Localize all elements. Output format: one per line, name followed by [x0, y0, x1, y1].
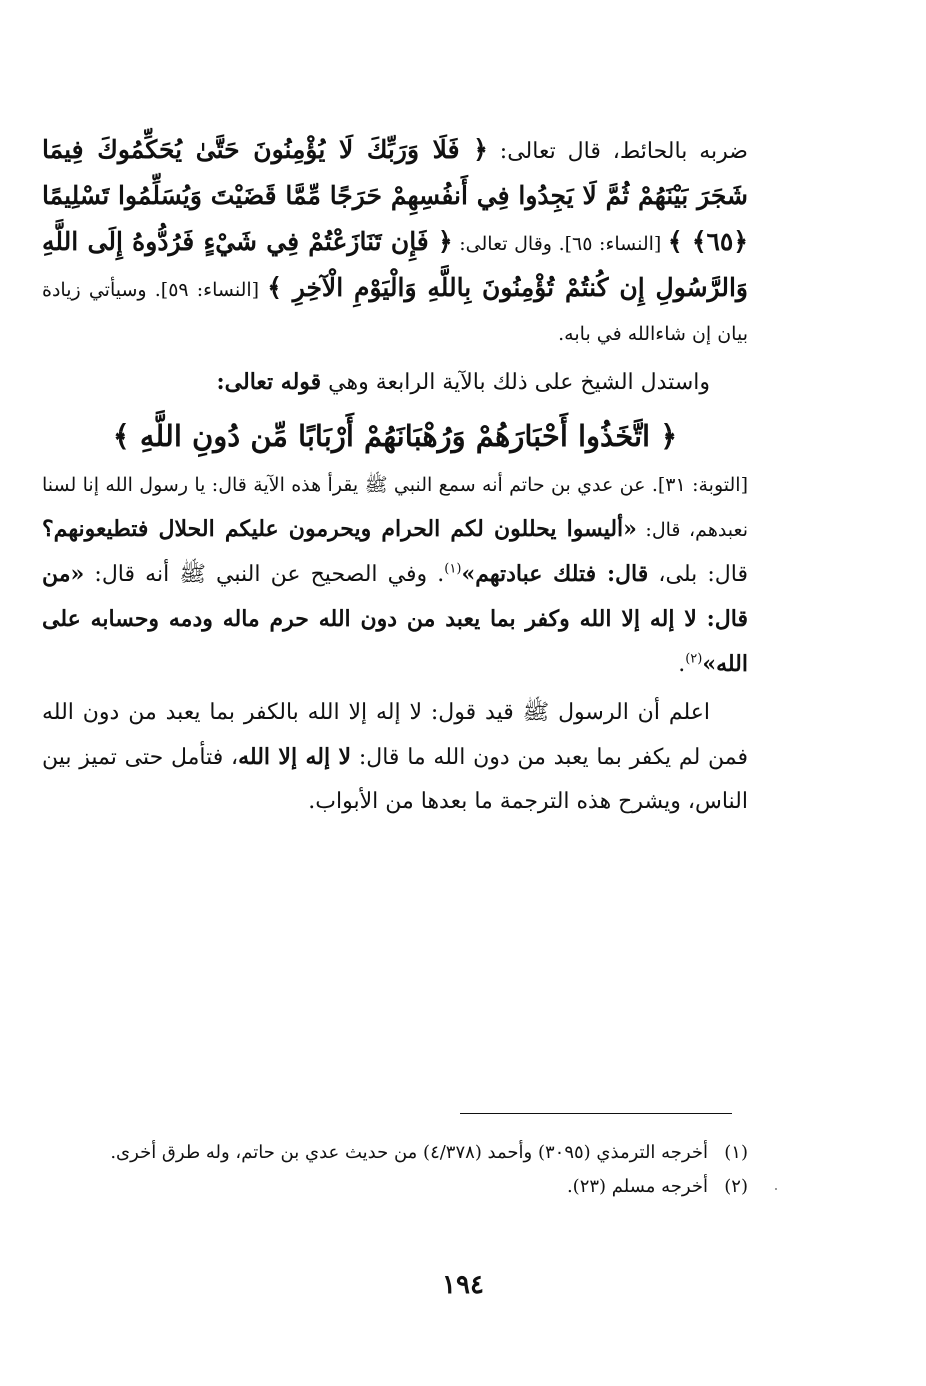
footnote-marker[interactable]: (١)	[444, 561, 462, 577]
text: واستدل الشيخ على ذلك بالآية الرابعة وهي	[321, 370, 710, 395]
hadith-quote: قال: فتلك عبادتهم»	[461, 561, 649, 587]
footnote-text: أخرجه الترمذي (٣٠٩٥) وأحمد (٤/٣٧٨) من حديث عدي بن حاتم، وله طرق أخرى.	[110, 1142, 708, 1163]
footnote-marker[interactable]: (٢)	[685, 651, 703, 667]
footnote-text: أخرجه مسلم (٢٣).	[566, 1176, 708, 1197]
text: . وفي الصحيح عن النبي ﷺ أنه قال:	[84, 562, 445, 587]
text: .	[678, 652, 686, 677]
page-number: ١٩٤	[442, 1270, 484, 1300]
text: اعلم أن الرسول ﷺ قيد قول: لا إله إلا الله بالكفر بما يعبد من دون الله فمن لم يكفر بما يعبد من دون الله ما قال:	[42, 700, 749, 770]
verse-reference: [النساء: ٥٩]. وسيأتي زيادة بيان إن شاءالله في بابه.	[42, 279, 748, 345]
footnote-number: (٢)	[724, 1176, 748, 1197]
footnote-item	[42, 1170, 748, 1204]
paragraph-3	[42, 691, 748, 824]
paragraph-2-continued	[42, 463, 748, 687]
footnote-item	[42, 1136, 748, 1170]
quran-verse: ﴿ فَإِن تَنَازَعْتُمْ فِي شَيْءٍ فَرُدُّوهُ إِلَى اللَّهِ وَالرَّسُولِ إِن كُنتُمْ تُؤْمِنُونَ بِاللَّهِ وَالْيَوْمِ الْآخِرِ ﴾	[42, 227, 748, 302]
bold-text: لا إله إلا الله	[238, 744, 352, 770]
text: ، فتأمل حتى تميز بين الناس، ويشرح هذه الترجمة ما بعدها من الأبواب.	[42, 745, 748, 814]
main-text	[42, 128, 748, 824]
text: قال: بلى،	[648, 562, 748, 587]
paragraph-2	[42, 360, 748, 405]
verse-reference: [النساء: ٦٥]. وقال تعالى:	[452, 233, 668, 255]
hadith-quote: «أليسوا يحللون لكم الحرام ويحرمون عليكم الحلال فتطيعونهم؟	[42, 516, 637, 542]
footnote-number: (١)	[724, 1142, 748, 1163]
text: ضربه بالحائط، قال تعالى:	[487, 139, 748, 164]
quran-verse-line: ﴿ اتَّخَذُوا أَحْبَارَهُمْ وَرُهْبَانَهُمْ أَرْبَابًا مِّن دُونِ اللَّهِ ﴾	[112, 419, 678, 453]
paragraph-1	[42, 128, 748, 356]
footnote-divider	[460, 1113, 732, 1114]
bold-text: قوله تعالى:	[216, 369, 322, 395]
text: [التوبة: ٣١]. عن عدي بن حاتم أنه سمع النبي ﷺ يقرأ هذه الآية قال: يا رسول الله إنا لسنا نعبدهم، قال:	[42, 474, 748, 541]
footnotes	[42, 1136, 748, 1204]
scan-speck	[775, 1188, 777, 1190]
hadith-quote: «من قال: لا إله إلا الله وكفر بما يعبد من دون الله حرم ماله ودمه وحسابه على الله»	[42, 561, 748, 677]
quran-verse: ﴿ فَلَا وَرَبِّكَ لَا يُؤْمِنُونَ حَتَّىٰ يُحَكِّمُوكَ فِيمَا شَجَرَ بَيْنَهُمْ ثُمَّ لَا يَجِدُوا فِي أَنفُسِهِمْ حَرَجًا مِّمَّا قَضَيْتَ وَيُسَلِّمُوا تَسْلِيمًا ﴿٦٥﴾ ﴾	[42, 135, 748, 256]
